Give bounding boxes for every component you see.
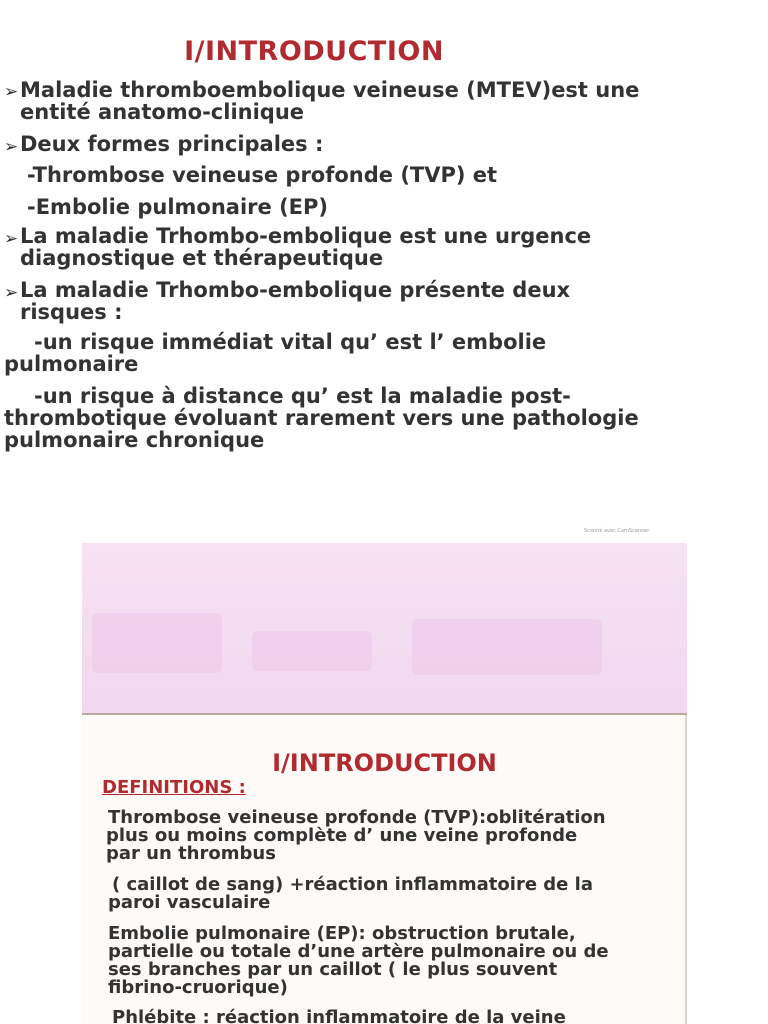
- text-line: -un risque immédiat vital qu’ est l’ embolie: [34, 330, 547, 354]
- bullet-arrow-icon: ➢: [4, 82, 19, 102]
- text-line: entité anatomo-clinique: [20, 100, 305, 124]
- text-line: Embolie pulmonaire (EP): obstruction brutale,: [108, 923, 576, 944]
- text-line: Deux formes principales :: [20, 132, 324, 156]
- text-line: -Embolie pulmonaire (EP): [27, 195, 329, 219]
- text-line: thrombotique évoluant rarement vers une pathologie: [4, 406, 639, 430]
- text-line: Thrombose veineuse profonde (TVP):oblitération: [108, 807, 606, 828]
- slide-1: [0, 0, 768, 470]
- text-line: pulmonaire: [4, 352, 139, 376]
- text-line: partielle ou totale d’une artère pulmonaire ou de: [108, 941, 609, 962]
- text-line: -un risque à distance qu’ est la maladie post-: [34, 384, 571, 408]
- text-line: Phlébite : réaction inflammatoire de la veine: [112, 1007, 566, 1024]
- text-line: ses branches par un caillot ( le plus souvent: [108, 959, 558, 980]
- definitions-heading: DEFINITIONS :: [102, 777, 246, 798]
- text-line: fibrino-cruorique): [108, 977, 288, 998]
- bullet-arrow-icon: ➢: [4, 137, 19, 157]
- bullet-arrow-icon: ➢: [4, 229, 19, 249]
- slide-2: [82, 543, 687, 1024]
- text-line: La maladie Trhombo-embolique est une urgence: [20, 224, 592, 248]
- text-line: -Thrombose veineuse profonde (TVP) et: [27, 163, 498, 187]
- text-line: plus ou moins complète d’ une veine profonde: [106, 825, 578, 846]
- slide-2-title: I/INTRODUCTION: [272, 749, 497, 777]
- text-line: diagnostique et thérapeutique: [20, 246, 384, 270]
- text-line: paroi vasculaire: [108, 892, 271, 913]
- separator-line: [82, 713, 687, 715]
- scanner-watermark: Scanné avec CamScanner: [584, 528, 650, 534]
- text-line: ( caillot de sang) +réaction inflammatoire de la: [112, 874, 593, 895]
- text-line: Maladie thromboembolique veineuse (MTEV)est une: [20, 78, 640, 102]
- slide-1-title: I/INTRODUCTION: [184, 36, 444, 67]
- text-line: La maladie Trhombo-embolique présente deux: [20, 278, 571, 302]
- pink-header-band: [82, 543, 687, 713]
- text-line: risques :: [20, 300, 123, 324]
- text-line: par un thrombus: [106, 843, 276, 864]
- text-line: pulmonaire chronique: [4, 428, 265, 452]
- bullet-arrow-icon: ➢: [4, 283, 19, 303]
